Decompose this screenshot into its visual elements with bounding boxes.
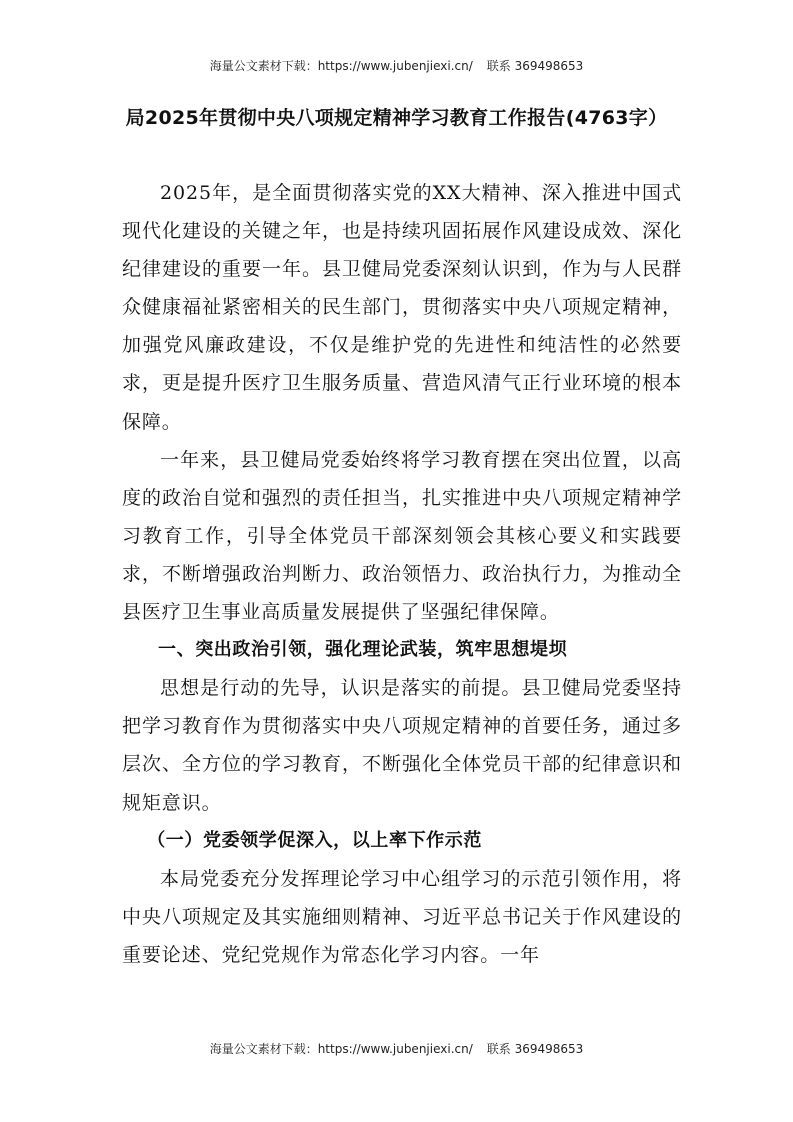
paragraph-subsection-1: 本局党委充分发挥理论学习中心组学习的示范引领作用，将中央八项规定及其实施细则精神、习近平总书记关于作风建设的重要论述、党纪党规作为常态化学习内容。一年 [122,867,682,966]
page-header [0,58,793,74]
footer-contact: 联系 369498653 [486,1042,584,1056]
document-title: 局2025年贯彻中央八项规定精神学习教育工作报告(4763字） [125,107,668,129]
subsection-heading-1: （一）党委领学促深入，以上率下作示范 [147,829,482,851]
header-contact: 联系 369498653 [486,59,584,73]
footer-download-label: 海量公文素材下载：https://www.jubenjiexi.cn/ [209,1042,473,1056]
paragraph-intro: 2025年，是全面贯彻落实党的XX大精神、深入推进中国式现代化建设的关键之年，也是持续巩固拓展作风建设成效、深化纪律建设的重要一年。县卫健局党委深刻认识到，作为与人民群众健康福祉紧密相关的民生部门，贯彻落实中央八项规定精神，加强党风廉政建设，不仅是维护党的先进性和纯洁性的必然要求，更是提升医疗卫生服务质量、营造风清气正行业环境的根本保障。 [122,182,682,433]
document-body [122,174,682,974]
section-heading-1: 一、突出政治引领，强化理论武装，筑牢思想堤坝 [158,639,568,661]
page-footer [0,1041,793,1057]
paragraph-section-1: 思想是行动的先导，认识是落实的前提。县卫健局党委坚持把学习教育作为贯彻落实中央八项规定精神的首要任务，通过多层次、全方位的学习教育，不断强化全体党员干部的纪律意识和规矩意识。 [122,677,682,814]
header-download-label: 海量公文素材下载：https://www.jubenjiexi.cn/ [209,59,473,73]
paragraph-overview: 一年来，县卫健局党委始终将学习教育摆在突出位置，以高度的政治自觉和强烈的责任担当，扎实推进中央八项规定精神学习教育工作，引导全体党员干部深刻领会其核心要义和实践要求，不断增强政治判断力、政治领悟力、政治执行力，为推动全县医疗卫生事业高质量发展提供了坚强纪律保障。 [122,448,682,624]
